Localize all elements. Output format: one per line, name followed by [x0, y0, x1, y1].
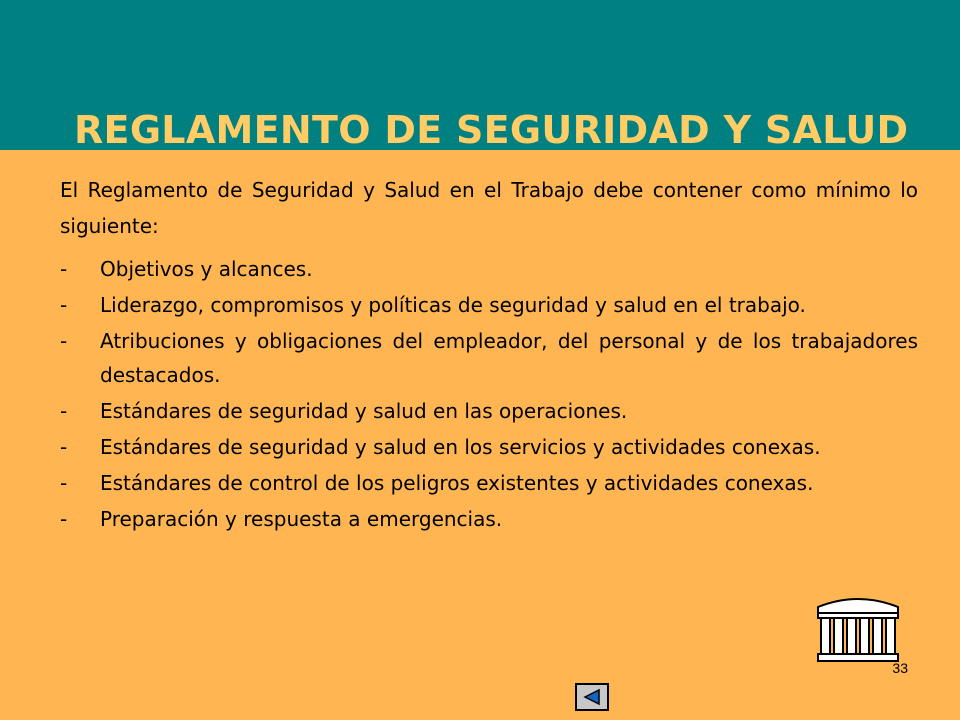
list-item-text: Objetivos y alcances.	[100, 257, 313, 281]
list-item	[60, 466, 918, 500]
list-item	[60, 394, 918, 428]
list-item	[60, 502, 918, 536]
list-item-text: Estándares de seguridad y salud en las operaciones.	[100, 399, 628, 423]
bullet-dash: -	[60, 435, 68, 459]
intro-text: El Reglamento de Seguridad y Salud en el Trabajo debe contener como mínimo lo siguiente:	[60, 178, 918, 238]
list-item	[60, 288, 918, 322]
back-button[interactable]	[575, 683, 609, 711]
list-item	[60, 252, 918, 286]
back-arrow-icon	[581, 688, 603, 706]
page-number: 33	[892, 660, 908, 676]
list-item-text: Liderazgo, compromisos y políticas de seguridad y salud en el trabajo.	[100, 293, 806, 317]
list-item	[60, 430, 918, 464]
bullet-dash: -	[60, 507, 68, 531]
list-item-text: Estándares de seguridad y salud en los servicios y actividades conexas.	[100, 435, 821, 459]
list-item	[60, 324, 918, 392]
bullet-dash: -	[60, 399, 68, 423]
bullet-dash: -	[60, 257, 68, 281]
bullet-dash: -	[60, 293, 68, 317]
requirements-list	[60, 252, 918, 536]
list-item-text: Estándares de control de los peligros existentes y actividades conexas.	[100, 471, 814, 495]
list-item-text: Preparación y respuesta a emergencias.	[100, 507, 503, 531]
slide-content	[60, 172, 918, 538]
columns-building-icon	[816, 593, 900, 663]
bullet-dash: -	[60, 471, 68, 495]
bullet-dash: -	[60, 329, 68, 353]
slide-title: REGLAMENTO DE SEGURIDAD Y SALUD	[74, 108, 909, 152]
list-item-text: Atribuciones y obligaciones del empleador, del personal y de los trabajadores destacados.	[100, 329, 918, 387]
